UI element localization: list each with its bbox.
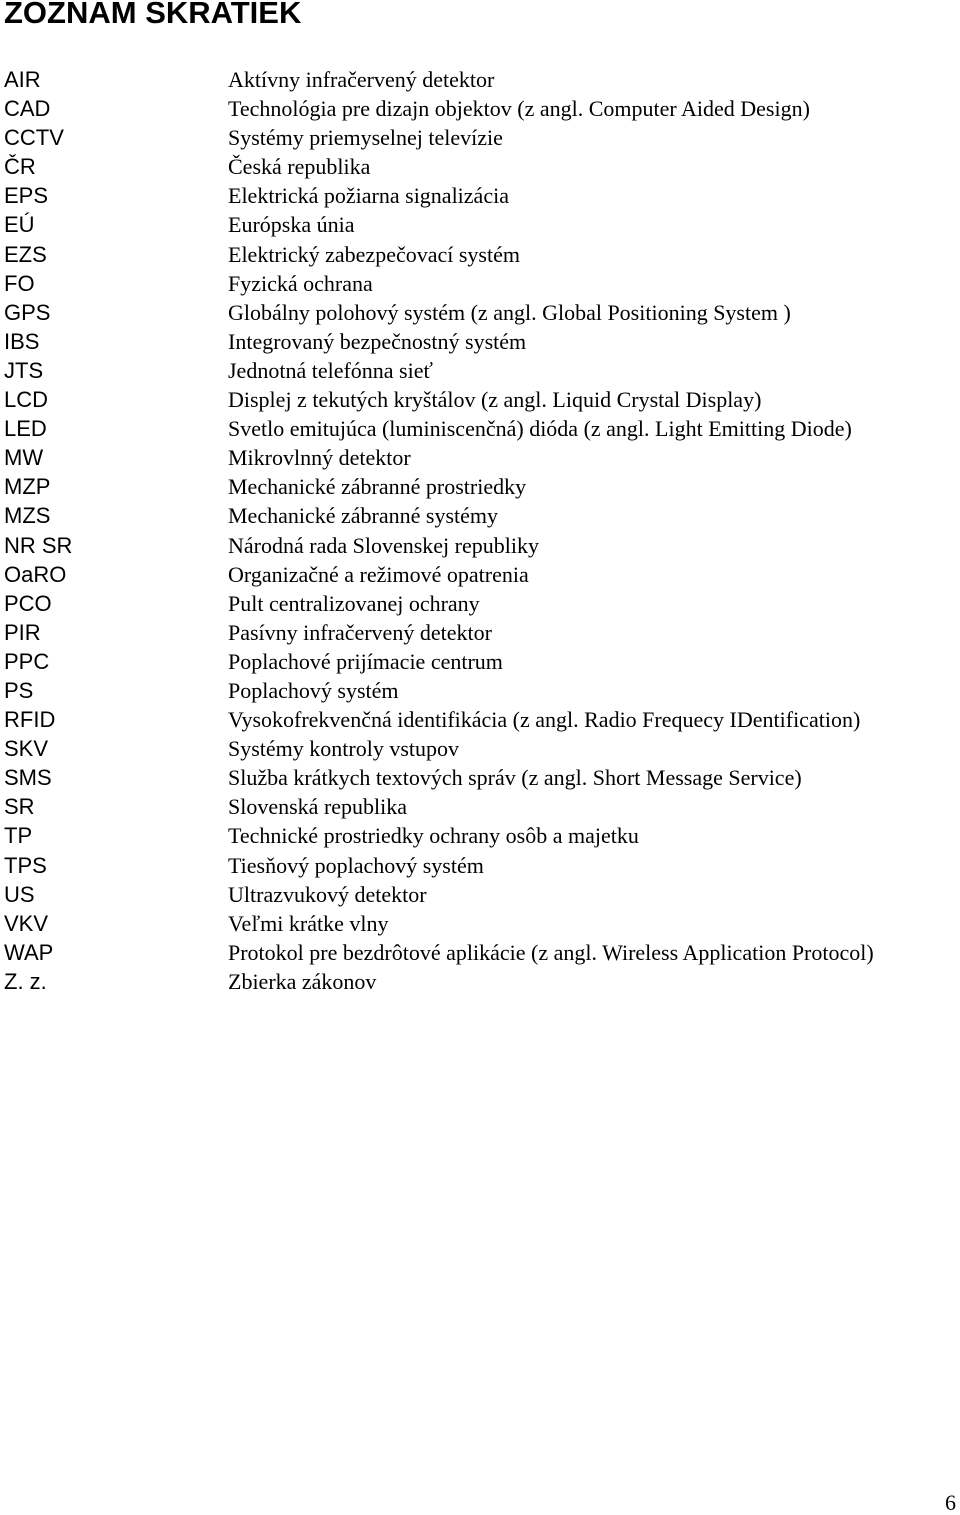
- abbreviation-term: SMS: [4, 765, 52, 791]
- abbreviation-definition: Veľmi krátke vlny: [228, 910, 389, 936]
- abbreviation-term: WAP: [4, 939, 54, 965]
- abbreviation-row: [4, 880, 960, 909]
- abbreviation-term: EPS: [4, 183, 49, 209]
- abbreviation-term: MZP: [4, 474, 51, 500]
- abbreviation-row: [4, 938, 960, 967]
- abbreviation-row: [4, 152, 960, 181]
- abbreviation-term: CAD: [4, 96, 51, 122]
- abbreviation-definition: Tiesňový poplachový systém: [228, 852, 484, 878]
- abbreviation-definition: Elektrická požiarna signalizácia: [228, 183, 509, 209]
- abbreviation-term: EZS: [4, 241, 47, 267]
- abbreviation-row: [4, 792, 960, 821]
- abbreviation-definition: Displej z tekutých kryštálov (z angl. Liquid Crystal Display): [228, 387, 762, 413]
- abbreviation-term: PS: [4, 677, 34, 703]
- abbreviation-term: LED: [4, 416, 47, 442]
- abbreviation-term: US: [4, 881, 35, 907]
- abbreviation-definition: Slovenská republika: [228, 794, 408, 820]
- abbreviation-row: [4, 414, 960, 443]
- abbreviation-row: [4, 618, 960, 647]
- abbreviation-term: MW: [4, 445, 44, 471]
- abbreviation-row: [4, 94, 960, 123]
- abbreviation-definition: Globálny polohový systém (z angl. Global Positioning System ): [228, 299, 791, 325]
- abbreviation-row: [4, 647, 960, 676]
- abbreviation-term: Z. z.: [4, 968, 47, 994]
- page-number: 6: [945, 1490, 956, 1515]
- abbreviation-row: [4, 821, 960, 850]
- abbreviation-row: [4, 589, 960, 618]
- abbreviation-row: [4, 356, 960, 385]
- abbreviation-term: SR: [4, 794, 35, 820]
- abbreviation-row: [4, 676, 960, 705]
- abbreviation-definition: Európska únia: [228, 212, 355, 238]
- abbreviation-row: [4, 240, 960, 269]
- abbreviation-definition: Protokol pre bezdrôtové aplikácie (z angl. Wireless Application Protocol): [228, 939, 874, 965]
- abbreviation-term: RFID: [4, 707, 56, 733]
- abbreviation-definition: Mechanické zábranné systémy: [228, 503, 498, 529]
- abbreviation-definition: Zbierka zákonov: [228, 968, 377, 994]
- abbreviation-definition: Systémy kontroly vstupov: [228, 736, 460, 762]
- abbreviation-row: [4, 531, 960, 560]
- abbreviation-definition: Pult centralizovanej ochrany: [228, 590, 480, 616]
- abbreviation-definition: Národná rada Slovenskej republiky: [228, 532, 539, 558]
- abbreviation-definition: Mechanické zábranné prostriedky: [228, 474, 527, 500]
- abbreviation-term: MZS: [4, 503, 51, 529]
- abbreviation-term: PPC: [4, 648, 50, 674]
- abbreviation-definition: Mikrovlnný detektor: [228, 445, 411, 471]
- abbreviation-term: VKV: [4, 910, 49, 936]
- abbreviation-row: [4, 705, 960, 734]
- abbreviation-term: AIR: [4, 67, 41, 92]
- abbreviation-row: [4, 851, 960, 880]
- abbreviation-row: [4, 763, 960, 792]
- abbreviation-definition: Elektrický zabezpečovací systém: [228, 241, 520, 267]
- abbreviation-term: PCO: [4, 590, 52, 616]
- abbreviation-definition: Systémy priemyselnej televízie: [228, 125, 503, 151]
- abbreviation-row: [4, 181, 960, 210]
- abbreviation-term: TPS: [4, 852, 47, 878]
- abbreviation-row: [4, 443, 960, 472]
- abbreviation-term: EÚ: [4, 212, 35, 238]
- abbreviation-row: [4, 123, 960, 152]
- abbreviation-term: IBS: [4, 328, 40, 354]
- abbreviation-term: CCTV: [4, 125, 64, 151]
- abbreviation-definition: Pasívny infračervený detektor: [228, 619, 492, 645]
- abbreviation-row: [4, 472, 960, 501]
- abbreviation-term: FO: [4, 270, 35, 296]
- abbreviation-row: [4, 560, 960, 589]
- page-title: ZOZNAM SKRATIEK: [4, 0, 302, 30]
- abbreviation-definition: Svetlo emitujúca (luminiscenčná) dióda (z angl. Light Emitting Diode): [228, 416, 852, 442]
- abbreviation-term: OaRO: [4, 561, 67, 587]
- abbreviation-term: TP: [4, 823, 33, 849]
- abbreviation-definition: Technické prostriedky ochrany osôb a majetku: [228, 823, 639, 849]
- abbreviation-definition: Jednotná telefónna sieť: [228, 357, 433, 383]
- abbreviation-term: ČR: [4, 154, 36, 180]
- abbreviation-definition: Ultrazvukový detektor: [228, 881, 427, 907]
- abbreviation-term: GPS: [4, 299, 51, 325]
- abbreviation-definition: Poplachový systém: [228, 677, 399, 703]
- abbreviation-row: [4, 385, 960, 414]
- abbreviation-definition: Služba krátkych textových správ (z angl. Short Message Service): [228, 765, 802, 791]
- abbreviation-term: SKV: [4, 736, 49, 762]
- abbreviation-row: [4, 909, 960, 938]
- abbreviation-definition: Česká republika: [228, 154, 371, 180]
- abbreviation-row: [4, 65, 960, 94]
- abbreviation-definition: Organizačné a režimové opatrenia: [228, 561, 529, 587]
- abbreviation-definition: Poplachové prijímacie centrum: [228, 648, 503, 674]
- abbreviation-row: [4, 210, 960, 239]
- abbreviation-row: [4, 269, 960, 298]
- abbreviation-definition: Technológia pre dizajn objektov (z angl. Computer Aided Design): [228, 96, 810, 122]
- abbreviation-definition: Integrovaný bezpečnostný systém: [228, 328, 527, 354]
- abbreviation-term: NR SR: [4, 532, 73, 558]
- abbreviation-term: LCD: [4, 387, 49, 413]
- abbreviation-row: [4, 327, 960, 356]
- abbreviation-list: [4, 65, 960, 996]
- abbreviation-row: [4, 298, 960, 327]
- abbreviation-row: [4, 734, 960, 763]
- abbreviation-row: [4, 967, 960, 996]
- abbreviation-definition: Aktívny infračervený detektor: [228, 67, 495, 92]
- abbreviation-definition: Fyzická ochrana: [228, 270, 373, 296]
- abbreviation-definition: Vysokofrekvenčná identifikácia (z angl. Radio Frequecy IDentification): [228, 707, 861, 733]
- abbreviation-term: JTS: [4, 357, 44, 383]
- abbreviation-row: [4, 501, 960, 530]
- abbreviation-term: PIR: [4, 619, 41, 645]
